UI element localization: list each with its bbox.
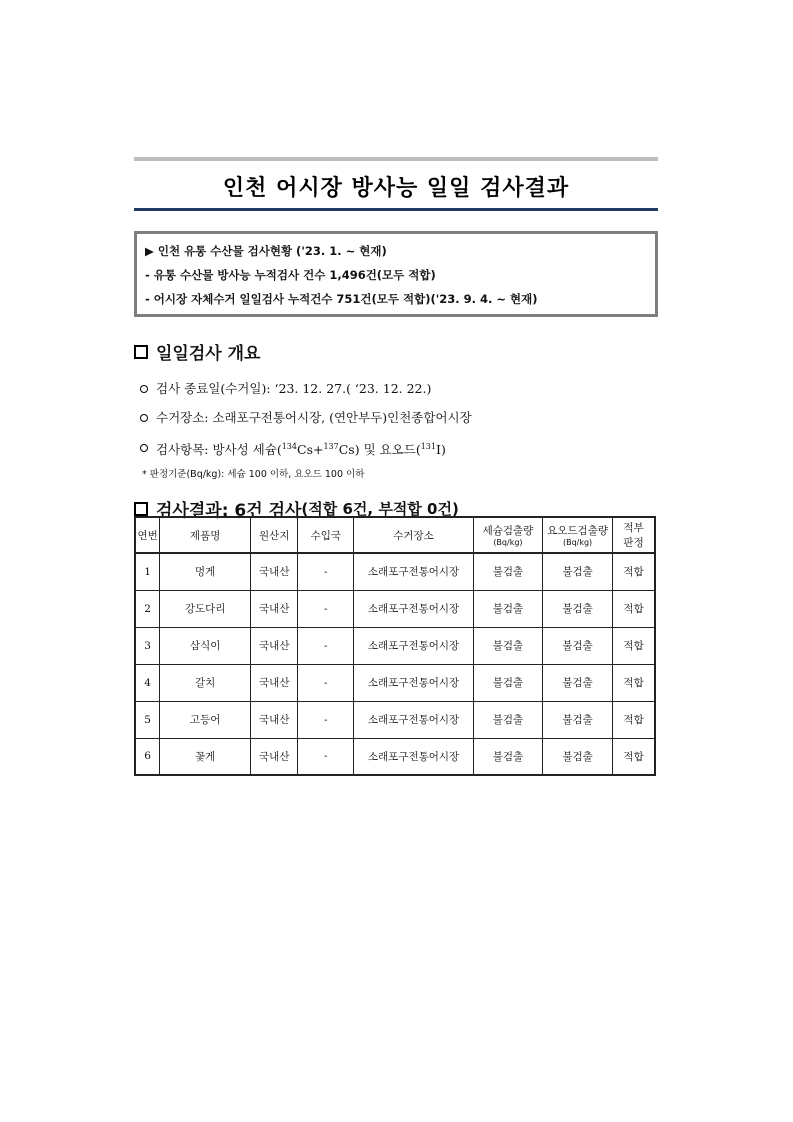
cell-place: 소래포구전통어시장: [354, 553, 474, 590]
cell-no: 5: [135, 701, 160, 738]
summary-line-3: - 어시장 자체수거 일일검사 누적건수 751건(모두 적합)('23. 9. 4. ~ 현재): [145, 292, 538, 306]
overview-items: 검사항목: 방사성 세슘($^{134}$Cs+$^{137}$Cs) 및 요오드($^{131}$I): [140, 432, 658, 464]
cell-origin: 국내산: [251, 627, 298, 664]
criteria-note: * 판정기준(Bq/kg): 세슘 100 이하, 요오드 100 이하: [142, 469, 365, 481]
cell-no: 1: [135, 553, 160, 590]
summary-line-1: ▶ 인천 유통 수산물 검사현황 ('23. 1. ~ 현재): [145, 244, 387, 258]
cell-cs: 불검출: [473, 738, 542, 775]
cell-cs: 불검출: [473, 590, 542, 627]
page-title: 인천 어시장 방사능 일일 검사결과: [222, 176, 570, 201]
cell-place: 소래포구전통어시장: [354, 627, 474, 664]
table-row: [135, 701, 655, 738]
cell-iodine: 불검출: [542, 701, 612, 738]
cell-origin: 국내산: [251, 701, 298, 738]
cell-verdict: 적합: [613, 664, 655, 701]
cell-origin: 국내산: [251, 590, 298, 627]
summary-line-2: - 유통 수산물 방사능 누적검사 건수 1,496건(모두 적합): [145, 268, 436, 282]
overview-heading: [134, 339, 658, 364]
cell-iodine: 불검출: [542, 553, 612, 590]
header-no: 연번: [135, 517, 160, 553]
cell-origin: 국내산: [251, 553, 298, 590]
cell-place: 소래포구전통어시장: [354, 738, 474, 775]
results-heading-bold: 검사결과: 6건 검사: [156, 501, 302, 522]
header-place: 수거장소: [354, 517, 474, 553]
cell-iodine: 불검출: [542, 627, 612, 664]
cell-place: 소래포구전통어시장: [354, 701, 474, 738]
document-page: [134, 157, 658, 521]
cell-product: 갈치: [160, 664, 251, 701]
cell-import-country: -: [298, 701, 354, 738]
cell-no: 3: [135, 627, 160, 664]
overview-heading-text: 일일검사 개요: [156, 344, 261, 364]
cell-verdict: 적합: [613, 701, 655, 738]
cell-verdict: 적합: [613, 553, 655, 590]
checkbox-icon: [134, 502, 148, 516]
cell-iodine: 불검출: [542, 738, 612, 775]
cell-import-country: -: [298, 553, 354, 590]
cell-product: 멍게: [160, 553, 251, 590]
cell-import-country: -: [298, 664, 354, 701]
cell-origin: 국내산: [251, 738, 298, 775]
cell-import-country: -: [298, 627, 354, 664]
cell-verdict: 적합: [613, 590, 655, 627]
table-row: [135, 590, 655, 627]
cell-product: 삼식이: [160, 627, 251, 664]
table-row: [135, 627, 655, 664]
overview-place: 수거장소: 소래포구전통어시장, (연안부두)인천종합어시장: [140, 403, 658, 432]
overview-end-date: 검사 종료일(수거일): ‘23. 12. 27.( ‘23. 12. 22.): [140, 374, 658, 403]
summary-box: [134, 231, 658, 317]
cell-place: 소래포구전통어시장: [354, 590, 474, 627]
results-heading-counts: (적합 6건, 부적합 0건): [301, 500, 459, 519]
cell-cs: 불검출: [473, 627, 542, 664]
results-table: [134, 516, 656, 776]
cell-import-country: -: [298, 738, 354, 775]
table-row: [135, 664, 655, 701]
cell-iodine: 불검출: [542, 664, 612, 701]
cell-place: 소래포구전통어시장: [354, 664, 474, 701]
cell-verdict: 적합: [613, 627, 655, 664]
cell-product: 꽃게: [160, 738, 251, 775]
cell-cs: 불검출: [473, 664, 542, 701]
cell-no: 2: [135, 590, 160, 627]
title-bottom-rule: [134, 208, 658, 211]
cell-verdict: 적합: [613, 738, 655, 775]
cell-cs: 불검출: [473, 553, 542, 590]
header-cesium: 세슘검출량 (Bq/kg): [473, 517, 542, 553]
checkbox-icon: [134, 345, 148, 359]
header-product: 제품명: [160, 517, 251, 553]
overview-list: [134, 374, 658, 464]
circle-bullet-icon: [140, 444, 148, 452]
header-iodine: 요오드검출량 (Bq/kg): [542, 517, 612, 553]
cell-origin: 국내산: [251, 664, 298, 701]
results-table-body: [135, 553, 655, 775]
cell-import-country: -: [298, 590, 354, 627]
header-origin: 원산지: [251, 517, 298, 553]
circle-bullet-icon: [140, 414, 148, 422]
cell-iodine: 불검출: [542, 590, 612, 627]
header-verdict: 적부 판정: [613, 517, 655, 553]
table-row: [135, 553, 655, 590]
cell-product: 강도다리: [160, 590, 251, 627]
cell-product: 고등어: [160, 701, 251, 738]
cell-cs: 불검출: [473, 701, 542, 738]
cell-no: 4: [135, 664, 160, 701]
table-header-row: [135, 517, 655, 553]
header-import-country: 수입국: [298, 517, 354, 553]
table-row: [135, 738, 655, 775]
cell-no: 6: [135, 738, 160, 775]
circle-bullet-icon: [140, 385, 148, 393]
